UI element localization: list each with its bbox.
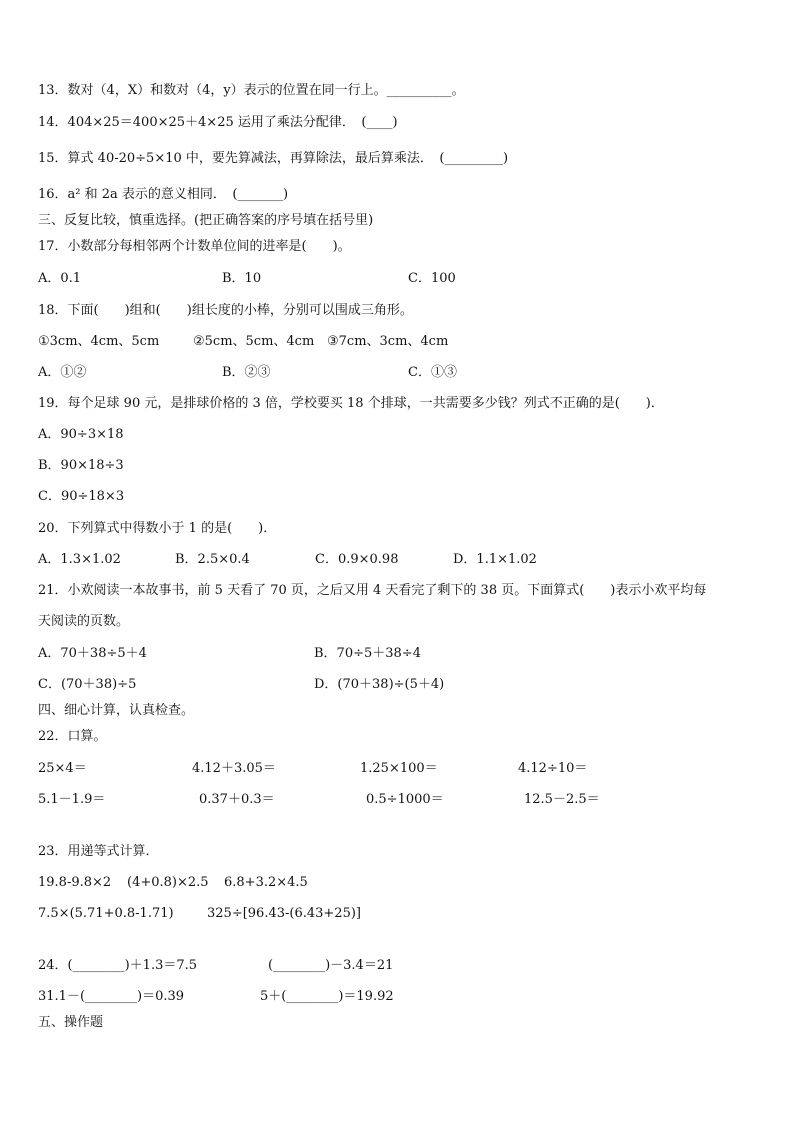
- q20-option-b: B．2.5×0.4: [175, 552, 250, 567]
- section-3-heading: 三、反复比较，慎重选择。(把正确答案的序号填在括号里): [38, 213, 374, 228]
- question-20: 20．下列算式中得数小于 1 的是( )．: [38, 521, 277, 536]
- q18-group-2: ②5cm、5cm、4cm: [193, 334, 315, 349]
- q23-item-2: (4+0.8)×2.5: [127, 875, 209, 890]
- q20-option-c: C．0.9×0.98: [315, 552, 399, 567]
- section-5-heading: 五、操作题: [38, 1015, 104, 1030]
- question-18: 18．下面( )组和( )组长度的小棒，分别可以围成三角形。: [38, 303, 413, 318]
- question-15: 15．算式 40-20÷5×10 中，要先算减法，再算除法，最后算乘法． (_________): [38, 151, 509, 166]
- q18-group-1: ①3cm、4cm、5cm: [38, 334, 160, 349]
- q22-item-5: 5.1－1.9＝: [38, 792, 106, 807]
- q22-item-4: 4.12÷10＝: [518, 761, 588, 776]
- q20-option-a: A．1.3×1.02: [38, 552, 121, 567]
- q18-group-3: ③7cm、3cm、4cm: [327, 334, 449, 349]
- question-14: 14．404×25＝400×25＋4×25 运用了乘法分配律． (____): [38, 115, 398, 130]
- q22-item-1: 25×4＝: [38, 761, 87, 776]
- q23-item-1: 19.8-9.8×2: [38, 875, 112, 890]
- question-13: 13．数对（4，X）和数对（4，y）表示的位置在同一行上。__________。: [38, 83, 465, 98]
- q21-option-d: D．(70＋38)÷(5＋4): [314, 677, 445, 692]
- q22-item-3: 1.25×100＝: [360, 761, 438, 776]
- q18-option-c: C．①③: [408, 365, 457, 380]
- q24-item-1: 24．(________)＋1.3＝7.5: [38, 958, 198, 973]
- q24-item-2: (________)－3.4＝21: [268, 958, 394, 973]
- q24-item-4: 5＋(________)＝19.92: [260, 989, 394, 1004]
- q23-item-4: 7.5×(5.71+0.8-1.71): [38, 906, 174, 921]
- q21-option-c: C．(70＋38)÷5: [38, 677, 137, 692]
- q17-option-b: B．10: [222, 271, 262, 286]
- section-4-heading: 四、细心计算，认真检查。: [38, 703, 195, 718]
- q19-option-a: A．90÷3×18: [38, 427, 124, 442]
- question-17: 17．小数部分每相邻两个计数单位间的进率是( )。: [38, 239, 351, 254]
- q22-item-2: 4.12＋3.05＝: [192, 761, 276, 776]
- q22-item-6: 0.37＋0.3＝: [199, 792, 275, 807]
- question-16: 16．a² 和 2a 表示的意义相同． (_______): [38, 187, 289, 202]
- question-19: 19．每个足球 90 元，是排球价格的 3 倍，学校要买 18 个排球，一共需要多少钱？列式不正确的是( )．: [38, 396, 664, 411]
- q19-option-c: C．90÷18×3: [38, 489, 125, 504]
- q24-item-3: 31.1－(________)＝0.39: [38, 989, 185, 1004]
- q22-item-8: 12.5－2.5＝: [524, 792, 600, 807]
- q18-option-a: A．①②: [38, 365, 87, 380]
- q22-item-7: 0.5÷1000＝: [366, 792, 444, 807]
- q17-option-a: A．0.1: [38, 271, 82, 286]
- q20-option-d: D．1.1×1.02: [453, 552, 537, 567]
- q23-item-3: 6.8+3.2×4.5: [224, 875, 308, 890]
- q21-option-b: B．70÷5＋38÷4: [314, 646, 421, 661]
- question-22: 22．口算。: [38, 729, 107, 744]
- question-21-line-2: 天阅读的页数。: [38, 614, 130, 629]
- q19-option-b: B．90×18÷3: [38, 458, 124, 473]
- question-23: 23．用递等式计算．: [38, 844, 159, 859]
- q21-option-a: A．70＋38÷5＋4: [38, 646, 147, 661]
- q23-item-5: 325÷[96.43-(6.43+25)]: [207, 906, 361, 921]
- question-21-line-1: 21．小欢阅读一本故事书，前 5 天看了 70 页，之后又用 4 天看完了剩下的 38 页。下面算式( )表示小欢平均每: [38, 583, 707, 598]
- q18-option-b: B．②③: [222, 365, 271, 380]
- q17-option-c: C．100: [408, 271, 456, 286]
